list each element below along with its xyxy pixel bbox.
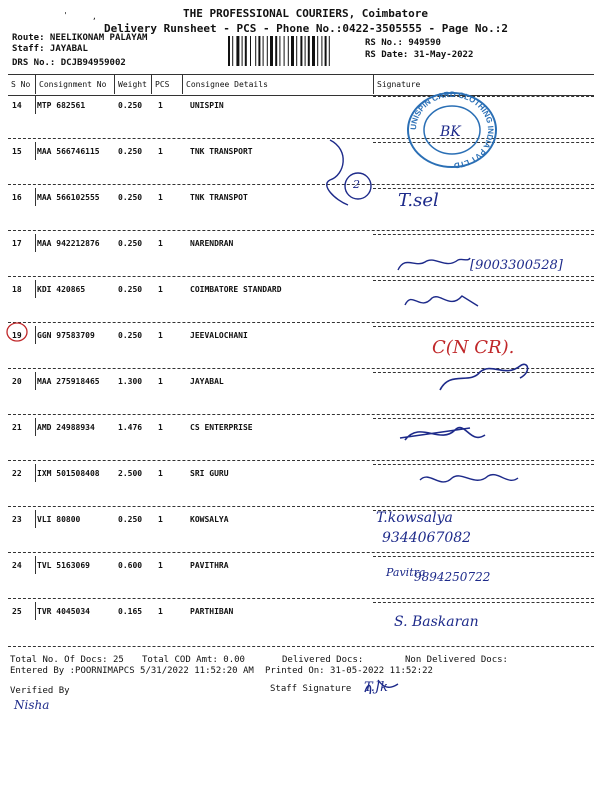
row-divider	[35, 372, 36, 390]
row-pcs: 1	[158, 101, 163, 110]
barcode-bar	[308, 36, 310, 66]
stamp-text: UNISPIN CARD CLOTHING INDIA PVT LTD	[408, 90, 496, 170]
row-consignment-no: GGN 97583709	[37, 331, 95, 340]
barcode-bar	[267, 36, 268, 66]
tick-mark-2: ,	[92, 12, 97, 21]
row-divider	[35, 464, 36, 482]
barcode-bar	[255, 36, 256, 66]
barcode-bar	[232, 36, 233, 66]
row-sno: 18	[12, 285, 22, 294]
row-sno: 23	[12, 515, 22, 524]
non-delivered-docs: Non Delivered Docs:	[405, 655, 508, 665]
barcode-bar	[275, 36, 277, 66]
row-consignee: CS ENTERPRISE	[190, 423, 253, 432]
staff-label: Staff: JAYABAL	[12, 44, 88, 54]
row-weight: 0.250	[118, 239, 143, 248]
row24-name: Pavitra	[386, 566, 426, 579]
verifier-signature: Nisha	[14, 698, 50, 712]
row-consignee: UNISPIN	[190, 101, 224, 110]
row-consignee: SRI GURU	[190, 469, 229, 478]
row19-note: C(N CR).	[432, 337, 515, 358]
row-pcs: 1	[158, 285, 163, 294]
row-consignee: NARENDRAN	[190, 239, 234, 248]
row-pcs: 1	[158, 147, 163, 156]
tick-mark-1: '	[63, 11, 68, 20]
row-consignee: TNK TRANSPOT	[190, 193, 248, 202]
signature-line	[373, 418, 594, 419]
row-pcs: 1	[158, 423, 163, 432]
signature-line	[373, 234, 594, 235]
entered-by: Entered By :POORNIMAPCS 5/31/2022 11:52:20 AM	[10, 666, 254, 676]
signature-line	[373, 326, 594, 327]
row-consignment-no: MTP 682561	[37, 101, 86, 110]
company-stamp	[402, 90, 502, 170]
row-divider	[35, 602, 36, 620]
row-sno: 17	[12, 239, 22, 248]
verified-by-label: Verified By	[10, 686, 70, 696]
printed-on: Printed On: 31-05-2022 11:52:22	[265, 666, 433, 676]
row-divider	[35, 510, 36, 528]
row-sno: 20	[12, 377, 22, 386]
barcode-bar	[321, 36, 322, 66]
doc-title: THE PROFESSIONAL COURIERS, Coimbatore	[183, 7, 429, 20]
row-sno: 21	[12, 423, 22, 432]
row-separator	[8, 460, 594, 461]
row-weight: 1.476	[118, 423, 143, 432]
row-pcs: 1	[158, 331, 163, 340]
col-header-pcs: PCS	[155, 80, 170, 89]
row18-signature	[405, 296, 478, 306]
staff-signature-text: T.Jk	[364, 680, 388, 695]
row-consignment-no: TVR 4045034	[37, 607, 90, 616]
signature-line	[373, 280, 594, 281]
barcode-bar	[317, 36, 318, 66]
row-separator	[8, 184, 594, 185]
barcode-bar	[250, 36, 251, 66]
row-consignment-no: KDI 420865	[37, 285, 86, 294]
barcode-bar	[279, 36, 280, 66]
row23-phone: 9344067082	[382, 530, 472, 546]
row-separator	[8, 414, 594, 415]
row-separator	[8, 276, 594, 277]
row-divider	[35, 234, 36, 252]
row-pcs: 1	[158, 515, 163, 524]
row-divider	[35, 142, 36, 160]
row-divider	[35, 556, 36, 574]
barcode-bar	[284, 36, 285, 66]
staff-signature-label: Staff Signature	[270, 684, 352, 694]
rs-number: RS No.: 949590	[365, 38, 441, 48]
barcode-bar	[288, 36, 289, 66]
row-divider	[35, 96, 36, 114]
drs-number: DRS No.: DCJB94959002	[12, 58, 126, 68]
row-separator	[8, 138, 594, 139]
barcode	[228, 36, 356, 66]
barcode-bar	[228, 36, 230, 66]
barcode-bar	[236, 36, 239, 66]
barcode-bar	[329, 36, 330, 66]
row-separator	[8, 322, 594, 323]
table-bottom-rule	[8, 646, 594, 647]
row-sno: 19	[12, 331, 22, 340]
row-pcs: 1	[158, 193, 163, 202]
barcode-bar	[291, 36, 294, 66]
row-consignee: PARTHIBAN	[190, 607, 234, 616]
row25-signature: S. Baskaran	[394, 614, 479, 630]
row17-phone: [9003300528]	[470, 258, 563, 273]
row-weight: 1.300	[118, 377, 143, 386]
row-pcs: 1	[158, 377, 163, 386]
row16-signature: T.sel	[398, 190, 439, 211]
row-weight: 0.250	[118, 285, 143, 294]
row22-signature	[420, 475, 518, 482]
col-header-weight: Weight	[118, 80, 147, 89]
signature-line	[373, 188, 594, 189]
row-weight: 0.250	[118, 147, 143, 156]
row-pcs: 1	[158, 469, 163, 478]
row-weight: 0.250	[118, 193, 143, 202]
row-weight: 2.500	[118, 469, 143, 478]
col-header-consignment: Consignment No	[39, 80, 107, 89]
row15-mark: 2	[353, 178, 360, 191]
row-consignment-no: MAA 275918465	[37, 377, 100, 386]
row21-signature	[400, 428, 485, 440]
row-divider	[35, 326, 36, 344]
row-sno: 14	[12, 101, 22, 110]
stamp-initials: BK	[440, 124, 461, 140]
barcode-bar	[312, 36, 315, 66]
signature-line	[373, 556, 594, 557]
row23-name: T.kowsalya	[376, 510, 453, 526]
signature-line	[373, 464, 594, 465]
barcode-bar	[242, 36, 243, 66]
barcode-bar	[300, 36, 302, 66]
row-weight: 0.250	[118, 515, 143, 524]
row-weight: 0.250	[118, 101, 143, 110]
total-cod: Total COD Amt: 0.00	[142, 655, 245, 665]
row-consignee: COIMBATORE STANDARD	[190, 285, 282, 294]
row-weight: 0.600	[118, 561, 143, 570]
barcode-bar	[263, 36, 264, 66]
row-pcs: 1	[158, 561, 163, 570]
row-consignee: JEEVALOCHANI	[190, 331, 248, 340]
delivered-docs: Delivered Docs:	[282, 655, 364, 665]
row-consignment-no: MAA 566746115	[37, 147, 100, 156]
col-header-sno: S No	[11, 80, 31, 89]
row-consignee: JAYABAL	[190, 377, 224, 386]
row-pcs: 1	[158, 607, 163, 616]
row-consignee: PAVITHRA	[190, 561, 229, 570]
row-consignee: TNK TRANSPORT	[190, 147, 253, 156]
row-sno: 16	[12, 193, 22, 202]
row-separator	[8, 368, 594, 369]
row17-signature	[398, 258, 470, 270]
route-label: Route: NEELIKONAM PALAYAM	[12, 33, 148, 43]
row-consignment-no: MAA 566102555	[37, 193, 100, 202]
signature-line	[373, 372, 594, 373]
barcode-bar	[305, 36, 306, 66]
row-sno: 22	[12, 469, 22, 478]
row-weight: 0.165	[118, 607, 143, 616]
row-sno: 25	[12, 607, 22, 616]
barcode-bar	[258, 36, 260, 66]
col-header-consignee: Consignee Details	[186, 80, 268, 89]
row-divider	[35, 418, 36, 436]
row-separator	[8, 552, 594, 553]
barcode-bar	[325, 36, 327, 66]
row-consignment-no: VLI 80800	[37, 515, 81, 524]
row-divider	[35, 188, 36, 206]
row-divider	[35, 280, 36, 298]
total-docs: Total No. Of Docs: 25	[10, 655, 124, 665]
row-consignment-no: TVL 5163069	[37, 561, 90, 570]
row24-phone: 9894250722	[414, 570, 491, 584]
barcode-bar	[270, 36, 273, 66]
row-separator	[8, 598, 594, 599]
row-separator	[8, 230, 594, 231]
row-sno: 15	[12, 147, 22, 156]
doc-subtitle: Delivery Runsheet - PCS - Phone No.:0422-3505555 - Page No.:2	[104, 22, 508, 35]
rs-date: RS Date: 31-May-2022	[365, 50, 474, 60]
row-sno: 24	[12, 561, 22, 570]
barcode-bar	[245, 36, 247, 66]
signature-line	[373, 602, 594, 603]
row-consignment-no: IXM 501508408	[37, 469, 100, 478]
barcode-bar	[296, 36, 297, 66]
row-consignment-no: AMD 24988934	[37, 423, 95, 432]
row-weight: 0.250	[118, 331, 143, 340]
row-pcs: 1	[158, 239, 163, 248]
row-separator	[8, 506, 594, 507]
row-consignment-no: MAA 942212876	[37, 239, 100, 248]
col-header-signature: Signature	[377, 80, 421, 89]
squiggle-mark	[327, 140, 348, 205]
row-consignee: KOWSALYA	[190, 515, 229, 524]
